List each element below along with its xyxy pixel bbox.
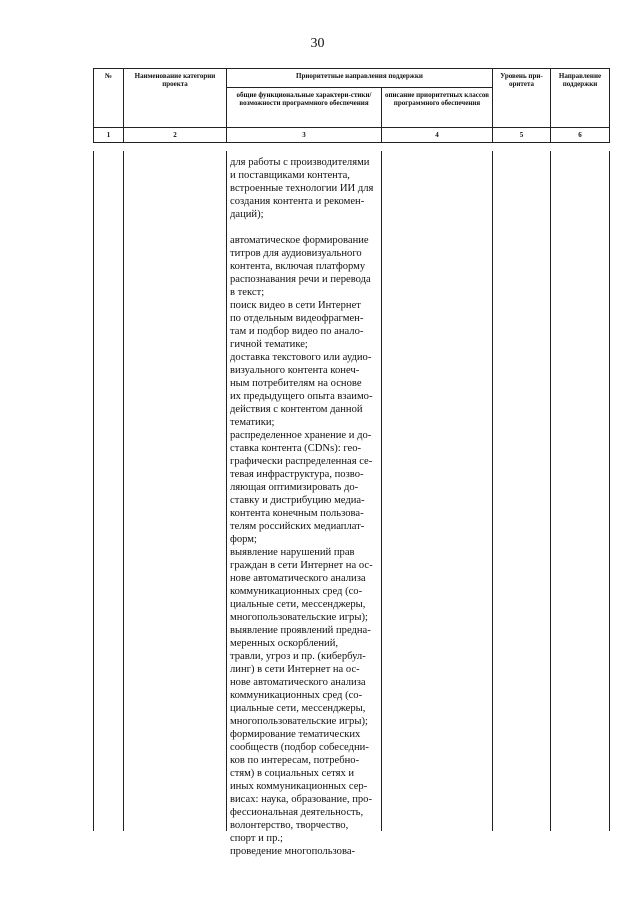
header-classes: описание приоритетных классов программного обеспечения	[382, 88, 493, 128]
col-number: 3	[227, 128, 382, 143]
paragraph: для работы с производителями и поставщиками контента, встроенные технологии ИИ для создания контента и рекомен- даций);	[230, 157, 374, 220]
col-number: 4	[382, 128, 493, 143]
header-category: Наименование категории проекта	[124, 69, 227, 128]
column-border	[381, 151, 382, 831]
column-border	[492, 151, 493, 831]
col-number: 2	[124, 128, 227, 143]
page-number: 30	[310, 36, 325, 51]
col-number: 5	[493, 128, 551, 143]
table-header	[93, 68, 610, 143]
paragraph: автоматическое формирование титров для аудиовизуального контента, включая платформу распознавания речи и перевода в текст; поиск видео в сети Интернет по отдельным видеофрагмен- там и подбор видео по анало- гичной тематике; доставка текстового или аудио- визуального контента конеч- ным потребителям на основе их предыдущего опыта взаимо- действия с контентом данной тематики; распределенное хранение и до- ставка контента (CDNs): гео- графически распределенная се- тевая инфраструктура, позво- ляющая оптимизировать до- ставку и дистрибуцию медиа- контента конечным пользова- телям российских медиаплат- форм; выявление нарушений прав граждан в сети Интернет на ос- нове автоматического анализа коммуникационных сред (со- циальные сети, мессенджеры, многопользовательские игры); выявление проявлений предна- меренных оскорблений, травли, угроз и пр. (кибербул- линг) в сети Интернет на ос- нове автоматического анализа коммуникационных сред (со- циальные сети, мессенджеры, многопользовательские игры); формирование тематических сообществ (подбор собеседни- ков по интересам, потребно- стям) в социальных сетях и иных коммуникационных сер- висах: наука, образование, про- фессиональная деятельность, волонтерство, творчество, спорт и пр.; проведение многопользова-	[230, 235, 373, 857]
column-border	[609, 151, 610, 831]
header-priority: Приоритетные направления поддержки	[227, 69, 493, 88]
column-border	[93, 151, 94, 831]
functional-description	[230, 156, 378, 858]
header-num: №	[94, 69, 124, 128]
col-number: 6	[551, 128, 610, 143]
column-border	[226, 151, 227, 831]
header-functional: общие функциональные характери-стики/ возможности программного обеспечения	[227, 88, 382, 128]
column-border	[550, 151, 551, 831]
col-number: 1	[94, 128, 124, 143]
column-border	[123, 151, 124, 831]
header-direction: Направление поддержки	[551, 69, 610, 128]
header-level: Уровень при-оритета	[493, 69, 551, 128]
